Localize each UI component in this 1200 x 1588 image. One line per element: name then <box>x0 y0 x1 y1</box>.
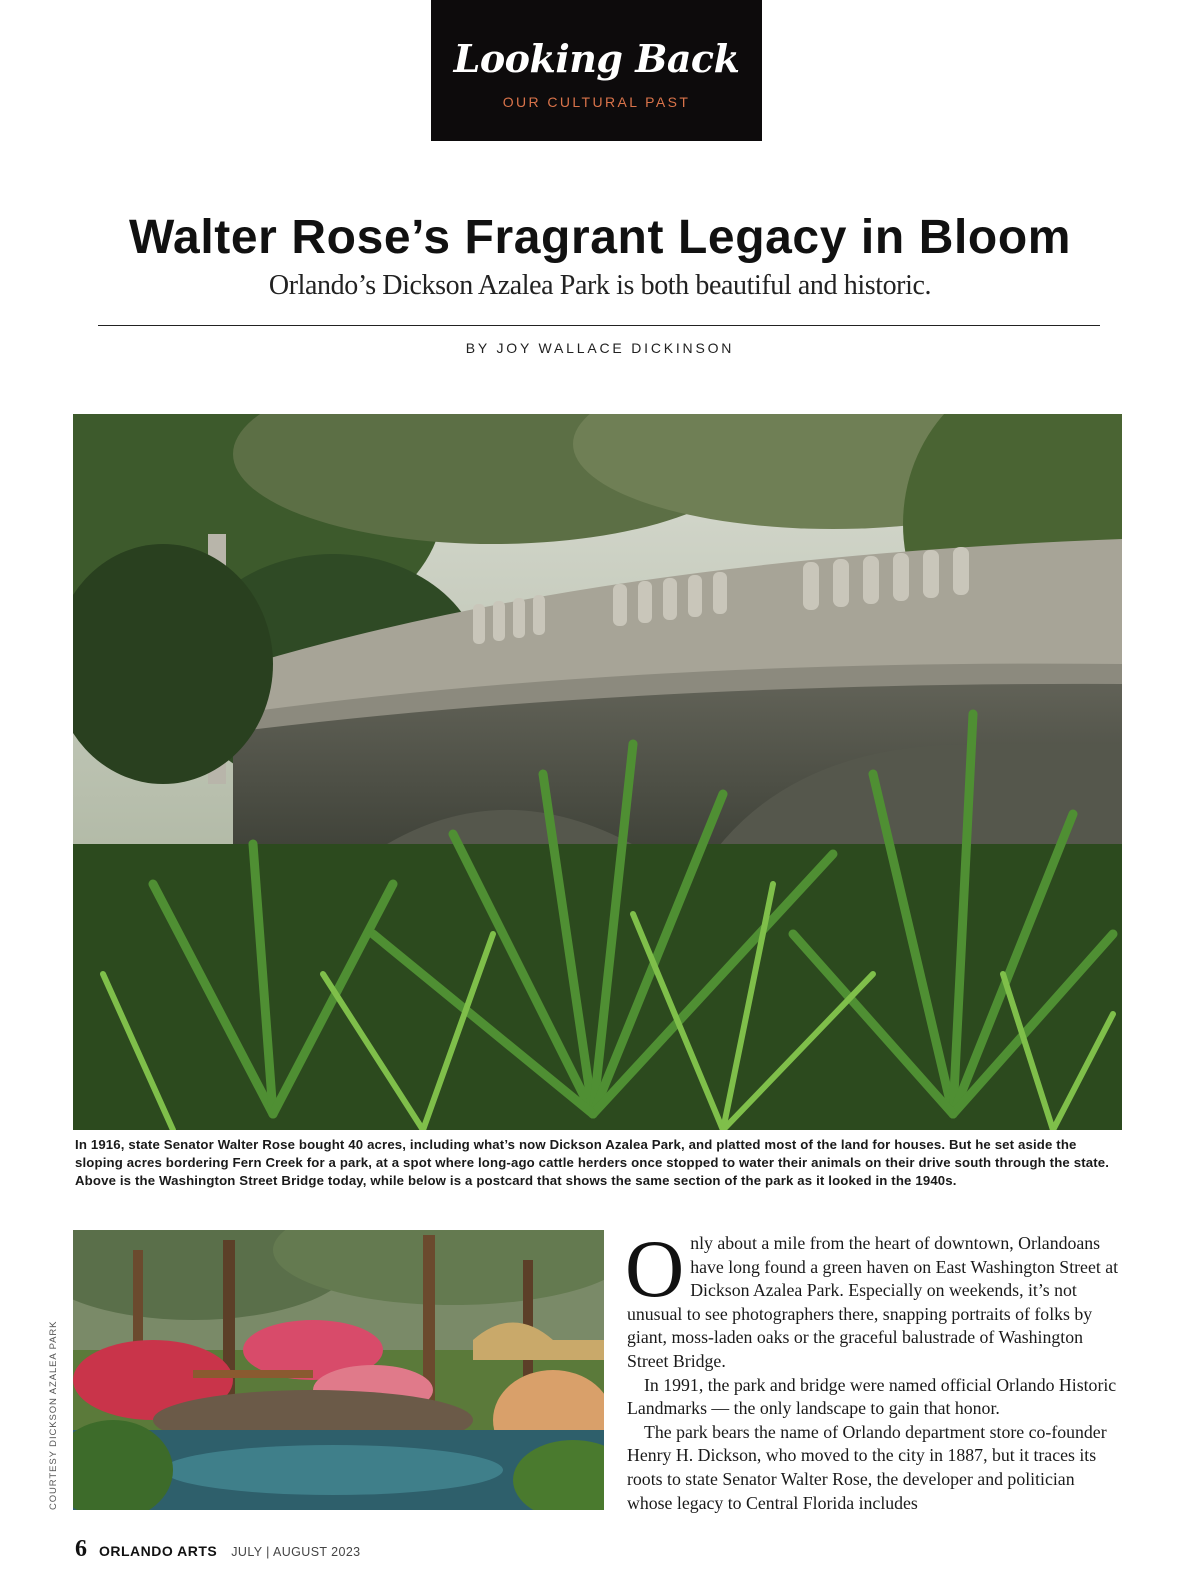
article-byline: BY JOY WALLACE DICKINSON <box>465 340 735 356</box>
paragraph: The park bears the name of Orlando department store co-founder Henry H. Dickson, who moved to the city in 1887, but it traces its roots to state Senator Walter Rose, the developer and politician whose legacy to Central Florida includes <box>627 1421 1107 1513</box>
postcard-illustration <box>73 1230 604 1510</box>
article-dek: Orlando’s Dickson Azalea Park is both beautiful and historic. <box>268 270 932 301</box>
drop-cap: O <box>625 1223 685 1314</box>
paragraph: In 1991, the park and bridge were named official Orlando Historic Landmarks — the only landscape to gain that honor. <box>627 1374 1117 1419</box>
article-body <box>625 1223 1122 1515</box>
section-tab <box>431 0 762 141</box>
issue-date: JULY | AUGUST 2023 <box>231 1545 361 1559</box>
paragraph-text: nly about a mile from the heart of downtown, Orlandoans have long found a green haven on East Washington Street at Dickson Azalea Park. Especially on weekends, it’s not unusual to see photographers there, snapping portraits of folks by giant, moss-laden oaks or the graceful balustrade of Washington Street Bridge. <box>627 1233 1119 1371</box>
magazine-name: ORLANDO ARTS <box>99 1543 218 1559</box>
photo-credit: COURTESY DICKSON AZALEA PARK <box>48 1320 59 1510</box>
article-headline: Walter Rose’s Fragrant Legacy in Bloom <box>128 211 1072 264</box>
page-footer <box>75 1536 361 1564</box>
postcard-image <box>73 1230 604 1510</box>
divider-rule <box>98 325 1100 326</box>
section-subtitle: OUR CULTURAL PAST <box>502 94 691 110</box>
photo-caption: In 1916, state Senator Walter Rose bought 40 acres, including what’s now Dickson Azalea Park, and platted most of the land for houses. But he set aside the sloping acres bordering Fern Creek for a park, at a spot where long-ago cattle herders once stopped to water their animals on their drive south through the state. Above is the Washington Street Bridge today, while below is a postcard that shows the same section of the park as it looked in the 1940s. <box>75 1137 1110 1188</box>
main-photo <box>73 414 1122 1130</box>
bridge-photo-illustration <box>73 414 1122 1130</box>
page-number: 6 <box>75 1536 87 1562</box>
paragraph <box>625 1223 1122 1374</box>
section-title: Looking Back <box>453 36 740 81</box>
